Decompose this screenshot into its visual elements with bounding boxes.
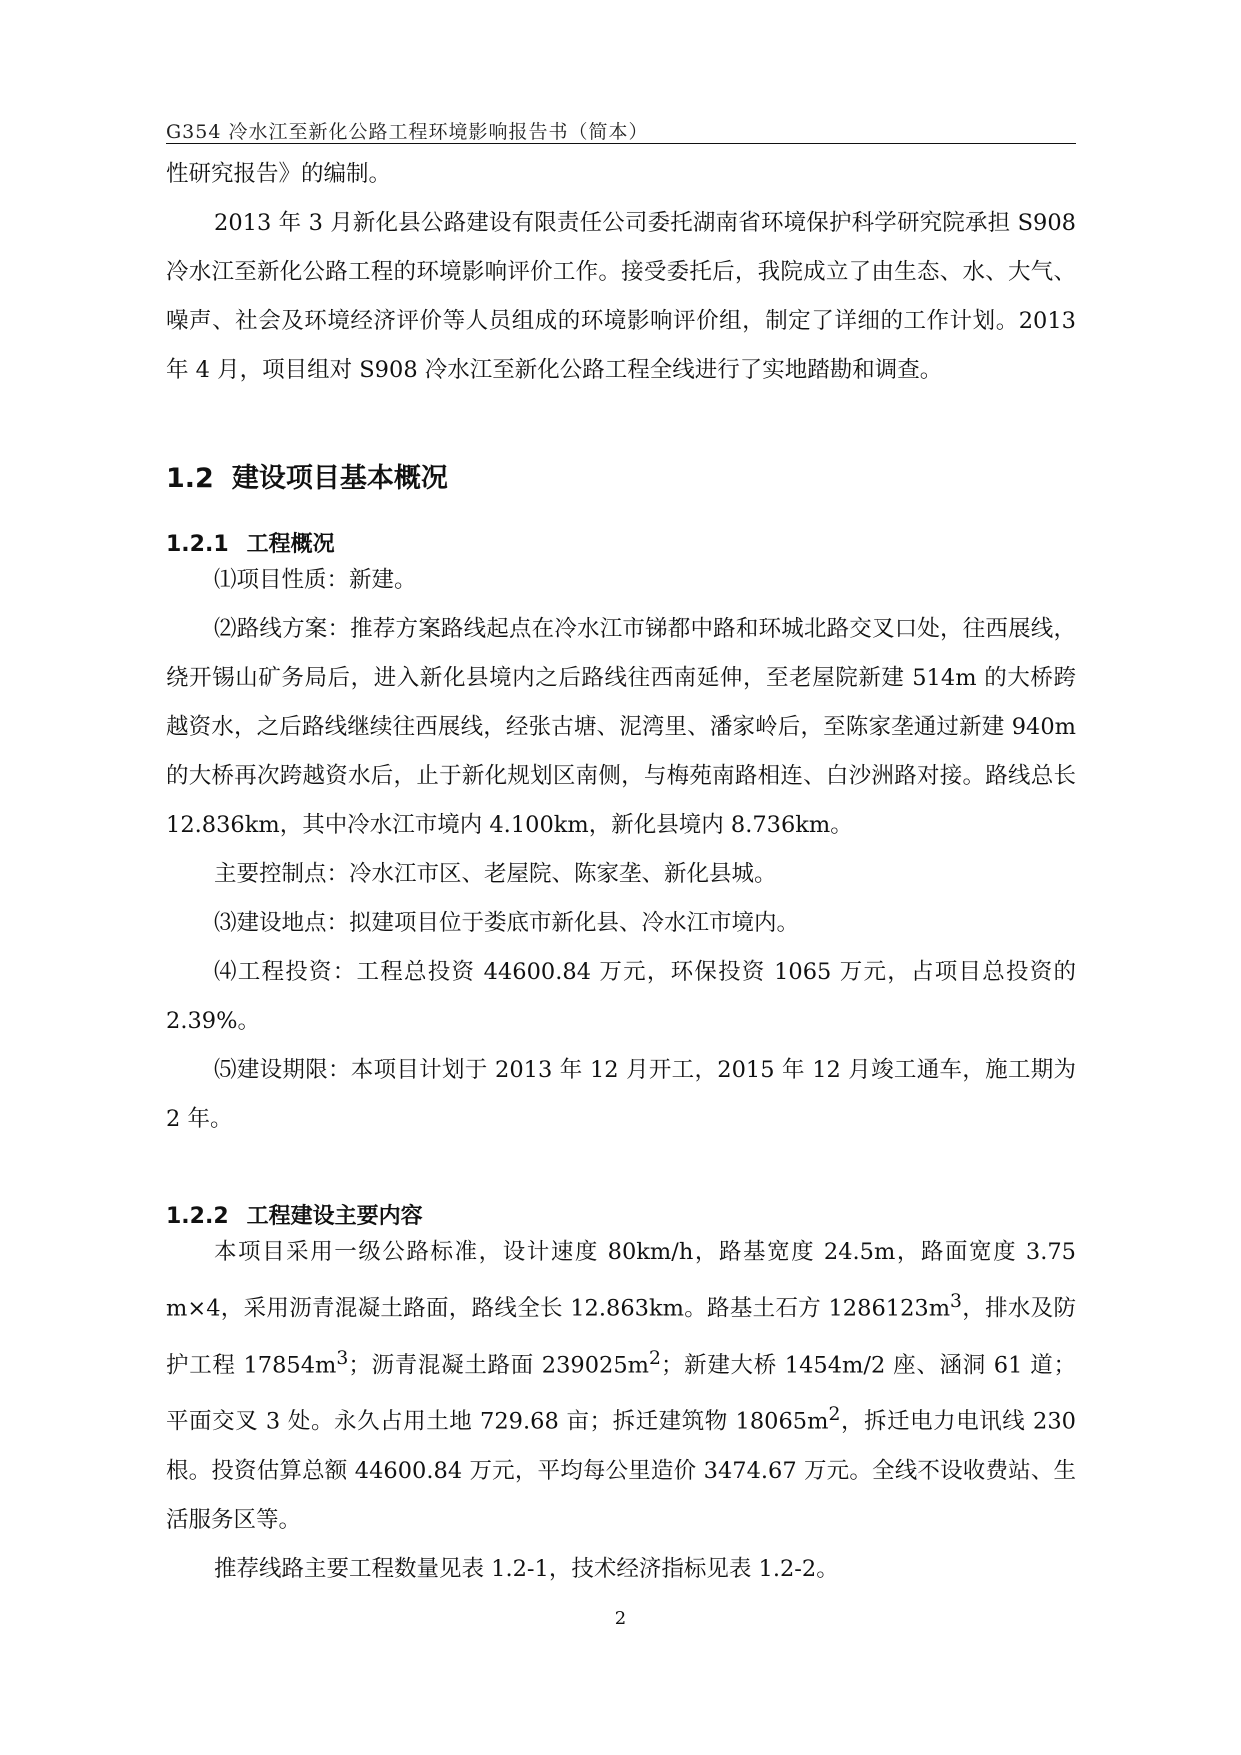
subsection-title bbox=[166, 527, 1076, 558]
subsection-title-text: 工程概况 bbox=[246, 532, 335, 557]
content-part-c: ；沥青混凝土路面 239025m bbox=[348, 1352, 649, 1378]
table-reference-paragraph: 推荐线路主要工程数量见表 1.2-1，技术经济指标见表 1.2-2。 bbox=[214, 1555, 839, 1582]
superscript: 3 bbox=[950, 1291, 962, 1312]
item-location: ⑶建设地点：拟建项目位于娄底市新化县、冷水江市境内。 bbox=[214, 910, 800, 936]
subsection-number: 1.2.1 bbox=[166, 532, 229, 557]
section-title-text: 建设项目基本概况 bbox=[231, 463, 448, 494]
content-part-d: ；新建大桥 1454m/2 座、涵洞 61 道；平面交叉 3 处。永久占用土地 729.68 亩；拆迁建筑物 18065m bbox=[166, 1352, 1076, 1435]
continuation-paragraph: 性研究报告》的编制。 bbox=[166, 161, 392, 187]
section-number: 1.2 bbox=[166, 463, 214, 494]
item-control-points: 主要控制点：冷水江市区、老屋院、陈家垄、新化县城。 bbox=[214, 861, 777, 887]
item-investment: ⑷工程投资：工程总投资 44600.84 万元，环保投资 1065 万元，占项目总投资的 2.39%。 bbox=[166, 959, 1076, 1034]
project-overview-block bbox=[166, 556, 1076, 1144]
subsection-title-text: 工程建设主要内容 bbox=[246, 1204, 423, 1229]
superscript: 2 bbox=[828, 1404, 841, 1425]
page-number: 2 bbox=[614, 1608, 627, 1629]
item-route-plan: ⑵路线方案：推荐方案路线起点在冷水江市锑都中路和环城北路交叉口处，往西展线，绕开锡山矿务局后，进入新化县境内之后路线往西南延伸，至老屋院新建 514m 的大桥跨越资水，之后路线继续往西展线，经张古塘、泥湾里、潘家岭后，至陈家垄通过新建 940m 的大桥再次跨越资水后，止于新化规划区南侧，与梅苑南路相连、白沙洲路对接。路线总长 12.836km，其中冷水江市境内 4.100km，新化县境内 8.736km。 bbox=[166, 616, 1076, 838]
background-paragraph: 2013 年 3 月新化县公路建设有限责任公司委托湖南省环境保护科学研究院承担 S908 冷水江至新化公路工程的环境影响评价工作。接受委托后，我院成立了由生态、水、大气、噪声、社会及环境经济评价等人员组成的环境影响评价组，制定了详细的工作计划。2013 年 4 月，项目组对 S908 冷水江至新化公路工程全线进行了实地踏勘和调查。 bbox=[166, 210, 1076, 383]
item-project-nature: ⑴项目性质：新建。 bbox=[214, 567, 417, 593]
construction-content-paragraph bbox=[166, 1228, 1076, 1545]
superscript: 2 bbox=[649, 1347, 661, 1369]
section-title bbox=[166, 456, 1076, 495]
content-part-a: 本项目采用一级公路标准，设计速度 80km/h，路基宽度 24.5m，路面宽度 3.75 m×4，采用沥青混凝土路面，路线全长 12.863km。路基土石方 1286123m bbox=[166, 1239, 1076, 1322]
subsection-heading-1-2-1 bbox=[166, 527, 1076, 558]
item-construction-period: ⑸建设期限：本项目计划于 2013 年 12 月开工，2015 年 12 月竣工通车，施工期为 2 年。 bbox=[166, 1057, 1076, 1132]
section-heading-1-2 bbox=[166, 456, 1076, 495]
superscript: 3 bbox=[336, 1347, 349, 1369]
construction-content-block bbox=[166, 1228, 1076, 1594]
subsection-title bbox=[166, 1199, 1076, 1230]
header-divider bbox=[166, 143, 1076, 144]
content-part-e: ，拆迁电力电讯线 230 根。投资估算总额 44600.84 万元，平均每公里造价 3474.67 万元。全线不设收费站、生活服务区等。 bbox=[166, 1408, 1076, 1533]
subsection-number: 1.2.2 bbox=[166, 1204, 229, 1229]
continuation-block bbox=[166, 150, 1076, 395]
running-header: G354 冷水江至新化公路工程环境影响报告书（简本） bbox=[166, 121, 649, 143]
subsection-heading-1-2-2 bbox=[166, 1199, 1076, 1230]
content-part-b: ，排水及防护工程 17854m bbox=[166, 1295, 1076, 1378]
